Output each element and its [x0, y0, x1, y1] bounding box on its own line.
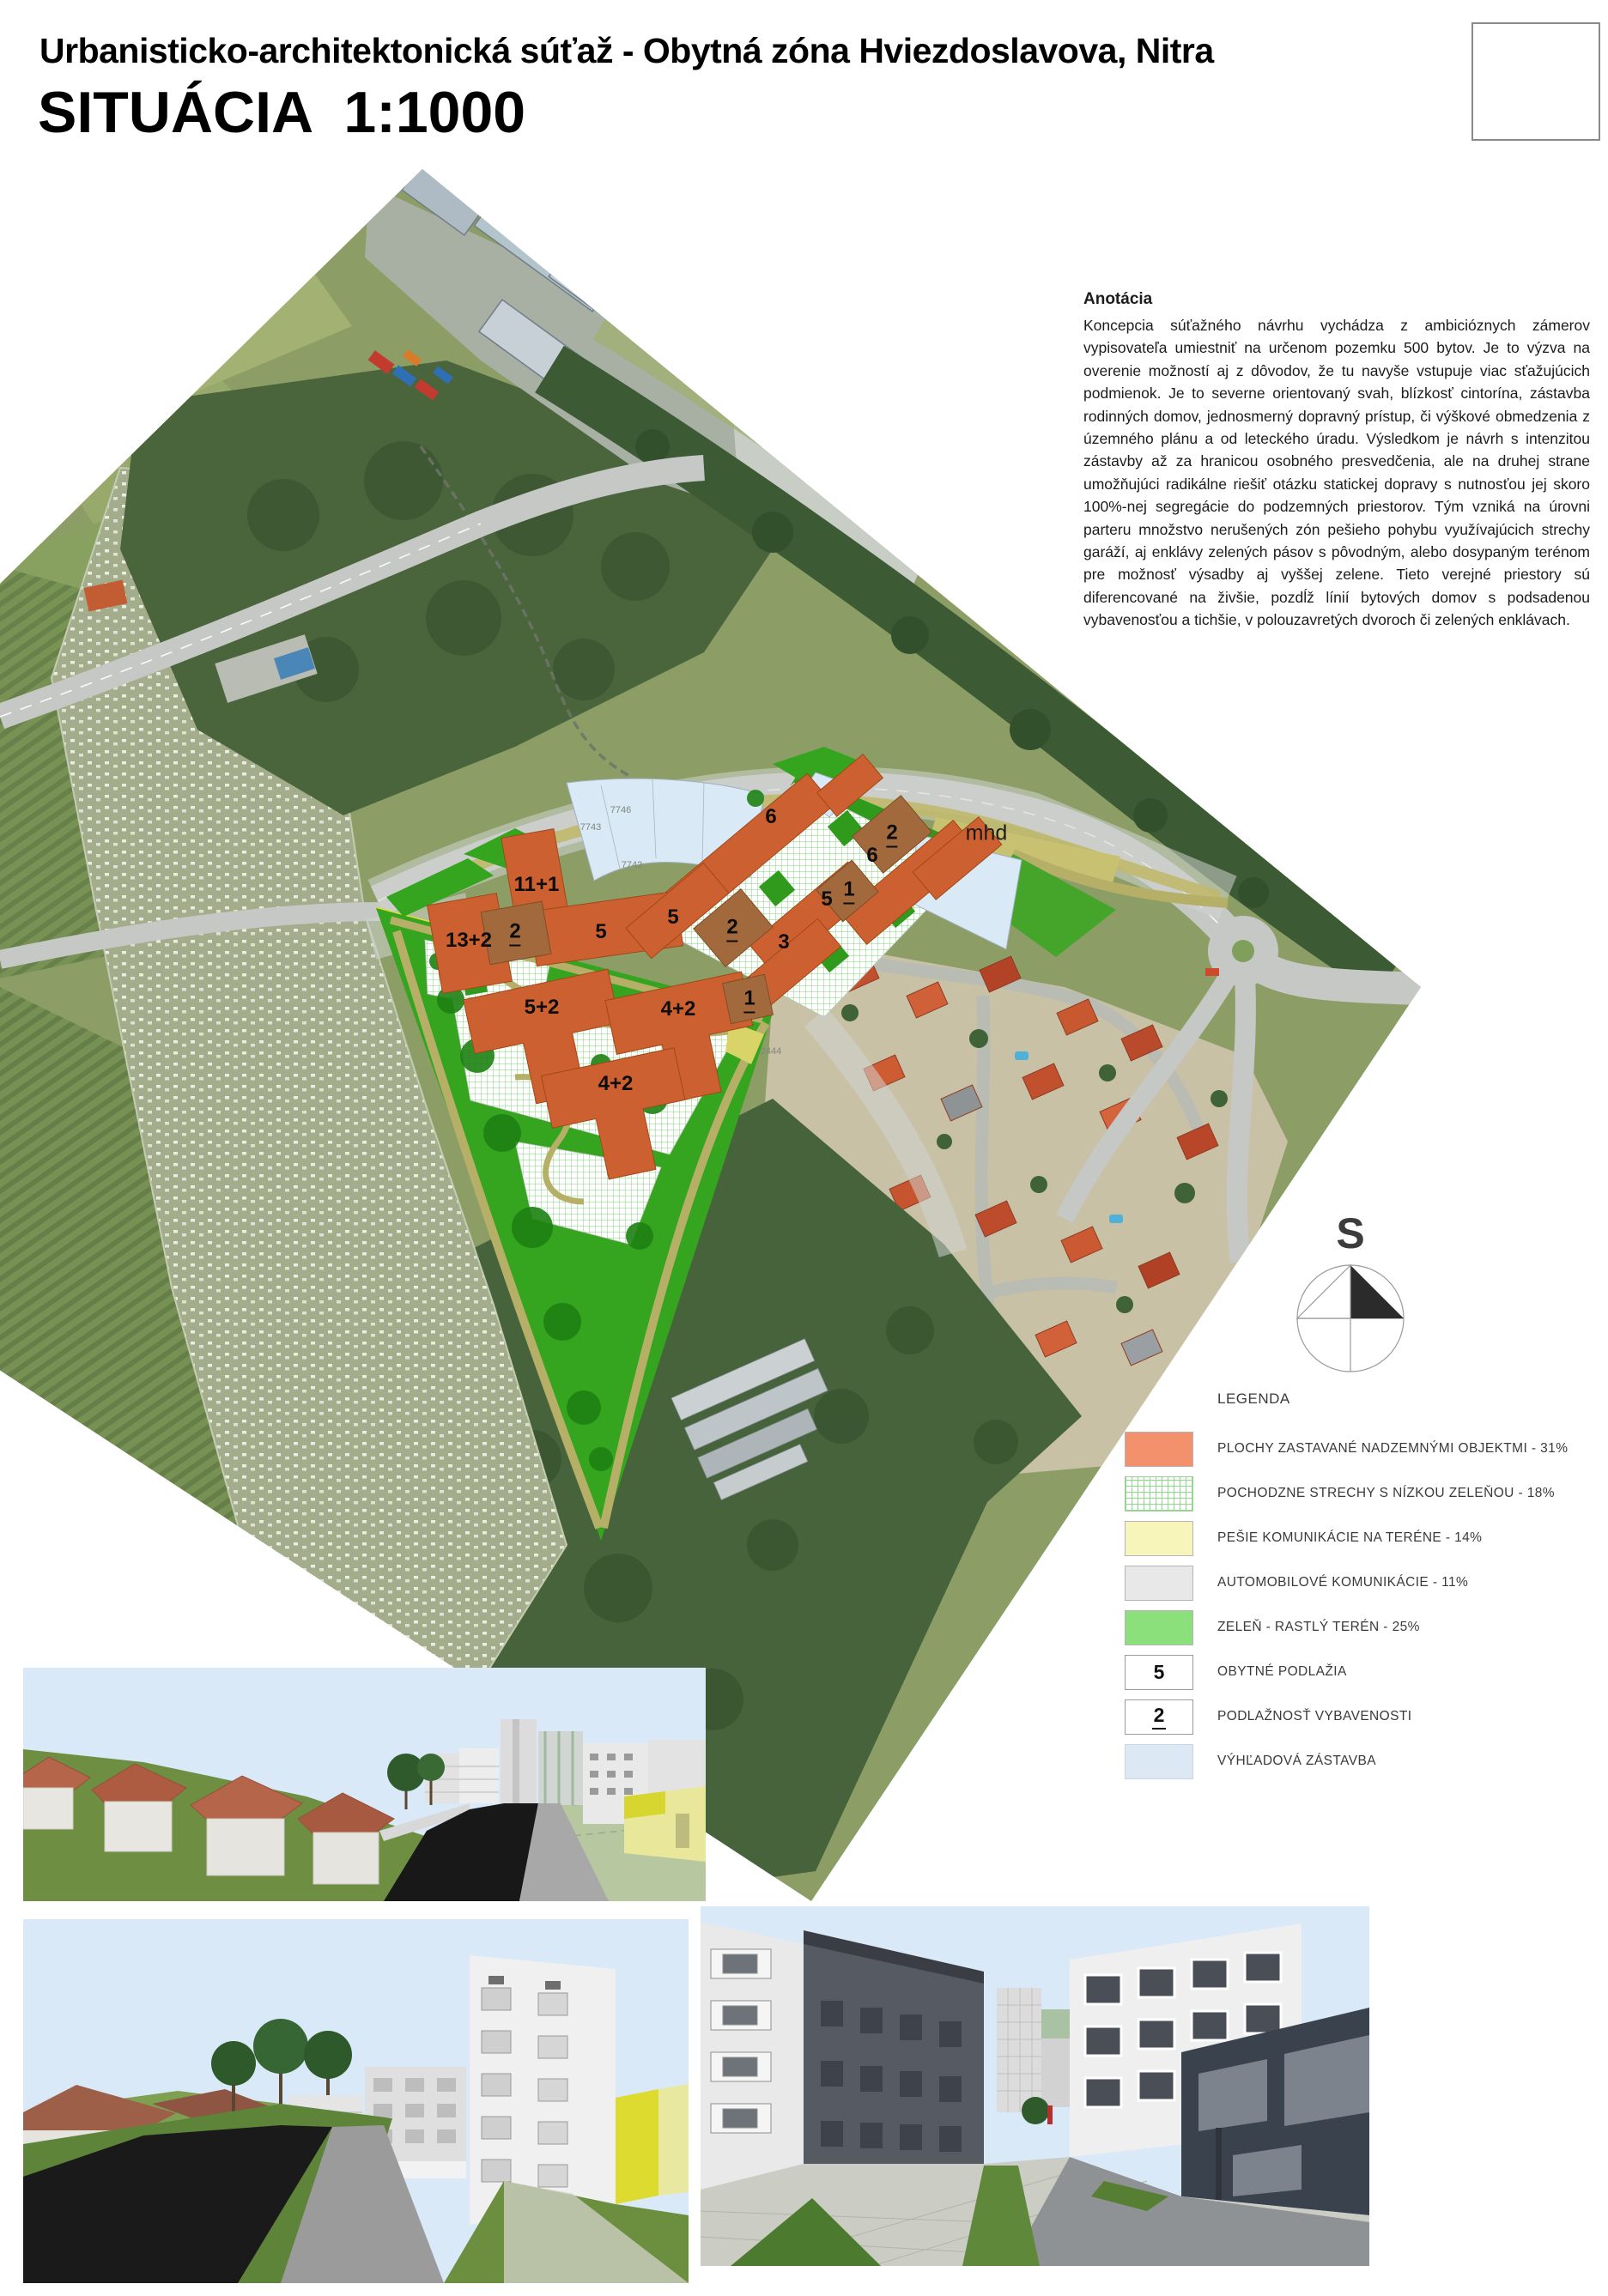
building-floors-label: 1: [743, 987, 755, 1014]
legend-swatch-residential-floors: [1125, 1655, 1193, 1690]
building-floors-label: 2: [509, 920, 520, 947]
legend-item-amenity-floors: 2 PODLAŽNOSŤ VYBAVENOSTI: [1125, 1694, 1588, 1739]
north-compass: [1288, 1209, 1413, 1393]
legend-item-greenery: ZELEŇ - RASTLÝ TERÉN - 25%: [1125, 1605, 1588, 1650]
panel-number-box: [1471, 22, 1600, 141]
legend-swatch-pedestrian-paths: [1125, 1521, 1193, 1556]
building-floors-label: 3: [778, 930, 790, 954]
legend-number-underlined: 2: [1152, 1704, 1167, 1730]
building-floors-label: 11+1: [513, 873, 560, 896]
parcel-number-label: 7743: [579, 822, 602, 833]
building-floors-label: 13+2: [445, 929, 493, 952]
render-curving-street: [23, 1919, 689, 2283]
annotation-block: [1083, 290, 1590, 632]
render-courtyard-plaza: [701, 1906, 1369, 2266]
page-subtitle: SITUÁCIA 1:1000: [38, 80, 526, 145]
legend-swatch-greenery: [1125, 1610, 1193, 1645]
legend-number: 5: [1153, 1660, 1165, 1683]
legend-item-built-areas: PLOCHY ZASTAVANÉ NADZEMNÝMI OBJEKTMI - 31%: [1125, 1427, 1588, 1471]
legend-title: LEGENDA: [1217, 1390, 1290, 1407]
building-floors-label: 5+2: [524, 996, 560, 1019]
building-floors-label: 4+2: [598, 1072, 634, 1095]
legend-swatch-future-development: [1125, 1744, 1193, 1779]
building-floors-label: 6: [765, 805, 777, 828]
building-floors-label: 5: [667, 906, 679, 929]
legend-swatch-built-areas: [1125, 1432, 1193, 1467]
legend-item-future-development: VÝHĽADOVÁ ZÁSTAVBA: [1125, 1739, 1588, 1784]
parcel-number-label: 2444: [760, 1046, 782, 1057]
legend-swatch-car-roads: [1125, 1566, 1193, 1601]
legend-item-walkable-roofs: POCHODZNE STRECHY S NÍZKOU ZELEŇOU - 18%: [1125, 1471, 1588, 1516]
parcel-number-label: 7746: [610, 805, 632, 815]
building-floors-label: 5: [595, 920, 607, 943]
transit-stop-label: mhd: [965, 821, 1008, 845]
building-floors-label: 2: [726, 916, 737, 942]
legend-swatch-amenity-floors: [1125, 1699, 1193, 1735]
annotation-body: Koncepcia súťažného návrhu vychádza z ambicióznych zámerov vypisovateľa umiestniť na určenom pozemku 500 bytov. Je to výzva na overenie možností aj z dôvodov, že tu navyše vstupuje viac sťažujúcich podmienok. Je to severne orientovaný svah, blízkosť cintorína, zástavba rodinných domov, jednosmerný dopravný prístup, či výškové obmedzenia z územného plánu a od leteckého úradu. Výsledkom je návrh s intenzitou zástavby až za hranicou osobného presvedčenia, ale na druhej strane umožňujúci radikálne riešiť otázku statickej dopravy s nutnosťou jej skoro 100%-nej segregácie do podzemných priestorov. Tým vzniká na úrovni parteru množstvo nerušených zón pešieho pohybu využívajúcich strechy garáží, aj enklávy zelených pásov s pôvodným, alebo dosypaným terénom pre možnosť výsadby aj vyššej zelene. Tieto verejné priestory sú diferencované na živšie, pozdĺž línií bytových domov s podsadenou vybavenosťou a tichšie, v polouzavretých dvoroch či zelených enklávach.: [1083, 317, 1590, 629]
north-label: S: [1336, 1209, 1365, 1257]
legend-item-pedestrian-paths: PEŠIE KOMUNIKÁCIE NA TERÉNE - 14%: [1125, 1516, 1588, 1560]
building-floors-label: 4+2: [660, 997, 696, 1021]
legend-item-car-roads: AUTOMOBILOVÉ KOMUNIKÁCIE - 11%: [1125, 1560, 1588, 1605]
building-floors-label: 1: [843, 878, 854, 905]
legend: [1125, 1390, 1588, 1784]
parcel-number-label: 7742: [621, 860, 643, 870]
legend-swatch-walkable-roofs: [1125, 1476, 1193, 1511]
page-title: Urbanisticko-architektonická súťaž - Obytná zóna Hviezdoslavova, Nitra: [39, 31, 1214, 70]
annotation-heading: Anotácia: [1083, 290, 1153, 308]
legend-item-residential-floors: 5 OBYTNÉ PODLAŽIA: [1125, 1650, 1588, 1694]
building-floors-label: 6: [866, 844, 878, 867]
building-floors-label: 2: [886, 821, 897, 848]
building-floors-label: 5: [821, 888, 833, 911]
render-street-family-houses: [23, 1668, 706, 1901]
